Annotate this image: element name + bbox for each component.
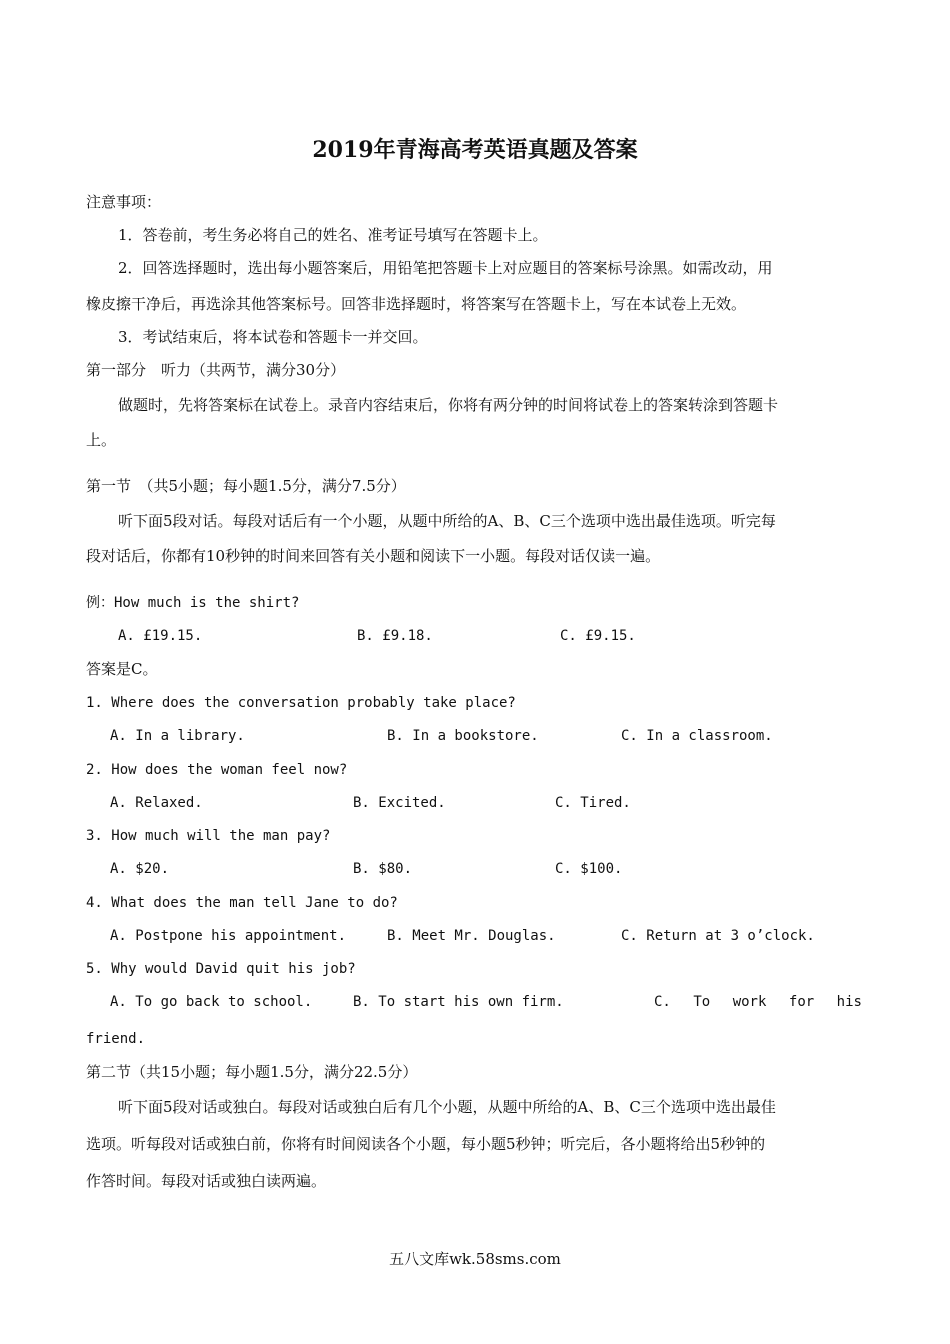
question-2: 2. How does the woman feel now?	[86, 762, 348, 778]
question-4-option-b: B. Meet Mr. Douglas.	[387, 928, 556, 944]
question-5-option-c	[654, 992, 862, 1012]
footer-watermark: 五八文库wk.58sms.com	[389, 1250, 561, 1268]
option-c-word: work	[732, 994, 767, 1010]
question-2-option-c: C. Tired.	[555, 795, 631, 811]
question-5-option-b: B. To start his own firm.	[353, 994, 564, 1010]
question-1-option-c: C. In a classroom.	[621, 728, 773, 744]
example-option-a: A. £19.15.	[118, 628, 203, 644]
question-5: 5. Why would David quit his job?	[86, 961, 356, 977]
notice-item-2-line-2: 橡皮擦干净后，再选涂其他答案标号。回答非选择题时，将答案写在答题卡上，写在本试卷上无效。	[86, 295, 747, 313]
question-1-option-a: A. In a library.	[110, 728, 245, 744]
question-2-option-a: A. Relaxed.	[110, 795, 203, 811]
option-c-word: To	[693, 994, 711, 1010]
section2-heading: 第二节（共15小题；每小题1.5分，满分22.5分）	[86, 1063, 418, 1081]
question-4-option-a: A. Postpone his appointment.	[110, 928, 347, 944]
example-answer: 答案是C。	[86, 660, 158, 678]
notice-item-2-line-1: 2．回答选择题时，选出每小题答案后，用铅笔把答题卡上对应题目的答案标号涂黑。如需改动，用	[118, 259, 773, 277]
example-option-b: B. £9.18.	[357, 628, 433, 644]
question-4-option-c: C. Return at 3 o’clock.	[621, 928, 815, 944]
section1-intro-line-2: 段对话后，你都有10秒钟的时间来回答有关小题和阅读下一小题。每段对话仅读一遍。	[86, 547, 661, 565]
part1-intro-line-2: 上。	[86, 431, 117, 449]
question-3-option-c: C. $100.	[555, 861, 623, 877]
question-5-option-c-continuation: friend.	[86, 1031, 146, 1047]
question-3-option-a: A. $20.	[110, 861, 170, 877]
question-4: 4. What does the man tell Jane to do?	[86, 895, 398, 911]
option-c-word: C.	[654, 994, 671, 1010]
question-3: 3. How much will the man pay?	[86, 828, 331, 844]
option-c-word: his	[836, 994, 862, 1010]
question-3-option-b: B. $80.	[353, 861, 413, 877]
section2-intro-line-2: 选项。听每段对话或独白前，你将有时间阅读各个小题，每小题5秒钟；听完后，各小题将给出5秒钟的	[86, 1135, 766, 1153]
example-option-c: C. £9.15.	[560, 628, 636, 644]
part1-heading: 第一部分 听力（共两节，满分30分）	[86, 361, 346, 379]
section1-heading: 第一节 （共5小题；每小题1.5分，满分7.5分）	[86, 477, 406, 495]
section1-intro-line-1: 听下面5段对话。每段对话后有一个小题，从题中所给的A、B、C三个选项中选出最佳选项。听完每	[118, 512, 776, 530]
notice-item-3: 3．考试结束后，将本试卷和答题卡一并交回。	[118, 328, 428, 346]
example-question: 例：How much is the shirt?	[86, 595, 300, 611]
page-title: 2019年青海高考英语真题及答案	[312, 137, 638, 163]
question-2-option-b: B. Excited.	[353, 795, 446, 811]
question-1: 1. Where does the conversation probably take place?	[86, 695, 516, 711]
option-c-word: for	[788, 994, 815, 1010]
section2-intro-line-1: 听下面5段对话或独白。每段对话或独白后有几个小题，从题中所给的A、B、C三个选项中选出最佳	[118, 1098, 776, 1116]
question-5-option-a: A. To go back to school.	[110, 994, 313, 1010]
question-1-option-b: B. In a bookstore.	[387, 728, 539, 744]
notice-item-1: 1．答卷前，考生务必将自己的姓名、准考证号填写在答题卡上。	[118, 226, 548, 244]
notice-heading: 注意事项：	[86, 193, 162, 211]
section2-intro-line-3: 作答时间。每段对话或独白读两遍。	[86, 1172, 327, 1190]
part1-intro-line-1: 做题时，先将答案标在试卷上。录音内容结束后，你将有两分钟的时间将试卷上的答案转涂到答题卡	[118, 396, 779, 414]
